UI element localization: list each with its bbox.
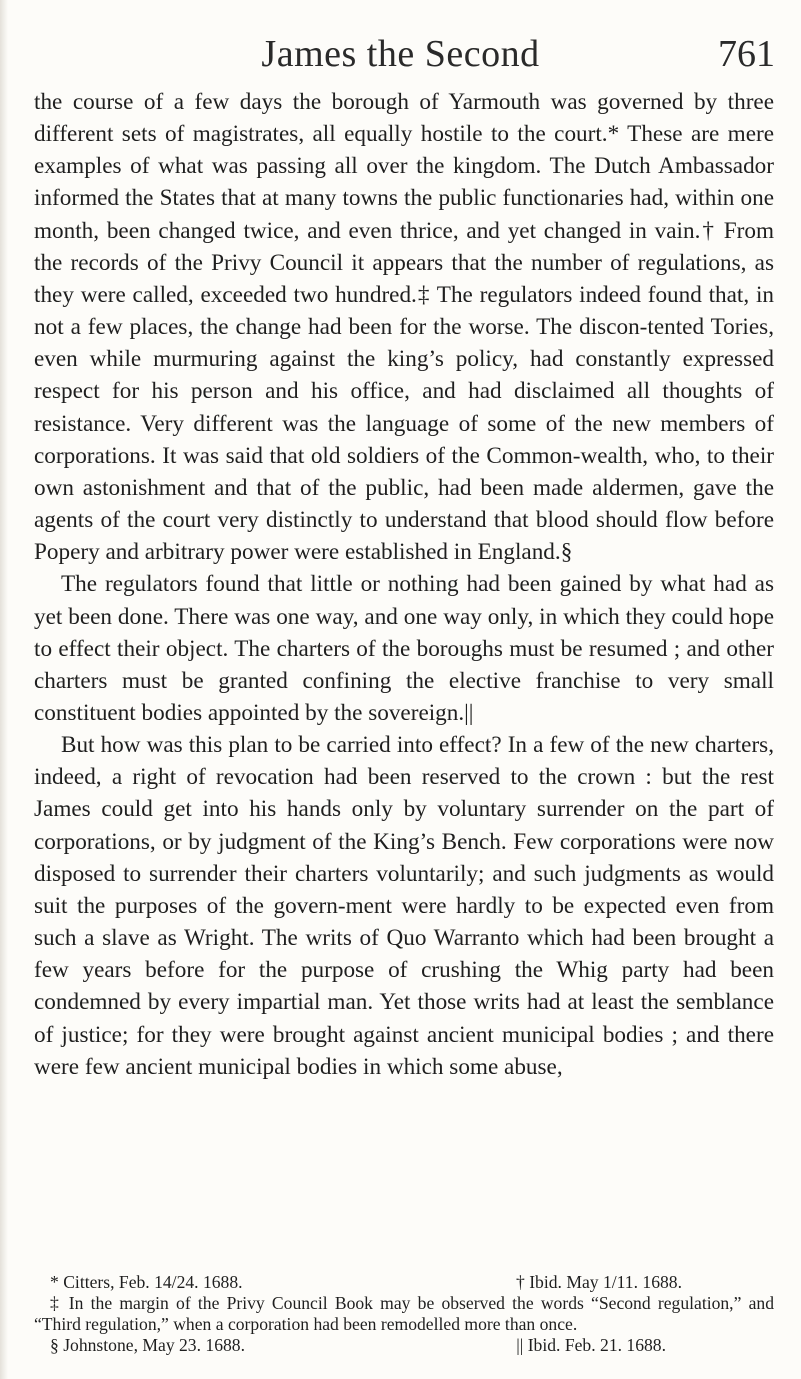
paragraph-3: But how was this plan to be carried into effect? In a few of the new charters, indeed, a right of revocation had been reserved to the crown : but the rest James could get into his hands only by voluntary surrender on the part of corporations, or by judgment of the King’s Bench. Few corporations were now disposed to surrender their charters voluntarily; and such judgments as would suit the purposes of the govern-ment were hardly to be expected even from such a slave as Wright. The writs of Quo Warranto which had been brought a few years before for the purpose of crushing the Whig party had been condemned by every impartial man. Yet those writs had at least the semblance of justice; for they were brought against ancient municipal bodies ; and there were few ancient municipal bodies in which some abuse, — [34, 732, 774, 1080]
running-title: James the Second — [261, 33, 540, 75]
footnote-double-dagger: ‡ In the margin of the Privy Council Book may be observed the words “Second regulation,” and “Third regulation,” when a corporation had been remodelled more than once. — [34, 1293, 774, 1334]
page-edge-shadow — [0, 0, 8, 1379]
page-number: 761 — [718, 33, 775, 75]
footnote-section: § Johnstone, May 23. 1688. — [50, 1335, 245, 1355]
footnotes — [34, 1272, 774, 1356]
footnote-dagger: † Ibid. May 1/11. 1688. — [516, 1272, 682, 1292]
paragraph-1: the course of a few days the borough of Yarmouth was governed by three different sets of magistrates, all equally hostile to the court.* These are mere examples of what was passing all over the kingdom. The Dutch Ambassador informed the States that at many towns the public functionaries had, within one month, been changed twice, and even thrice, and yet changed in vain.† From the records of the Privy Council it appears that the number of regulations, as they were called, exceeded two hundred.‡ The regulators indeed found that, in not a few places, the change had been for the worse. The discon-tented Tories, even while murmuring against the king’s policy, had constantly expressed respect for his person and his office, and had disclaimed all thoughts of resistance. Very different was the language of some of the new members of corporations. It was said that old soldiers of the Common-wealth, who, to their own astonishment and that of the public, had been made aldermen, gave the agents of the court very distinctly to understand that blood should flow before Popery and arbitrary power were established in England.§ — [34, 89, 774, 566]
body-text — [34, 86, 774, 1083]
running-head — [24, 32, 777, 76]
paragraph-2: The regulators found that little or nothing had been gained by what had as yet been done. There was one way, and one way only, in which they could hope to effect their object. The charters of the boroughs must be resumed ; and other charters must be granted confining the elective franchise to very small constituent bodies appointed by the sovereign.|| — [34, 571, 774, 726]
footnote-row-1 — [34, 1272, 774, 1293]
footnote-row-3 — [34, 1335, 774, 1356]
footnote-star: * Citters, Feb. 14/24. 1688. — [50, 1272, 243, 1292]
footnote-parallel: || Ibid. Feb. 21. 1688. — [516, 1335, 666, 1355]
